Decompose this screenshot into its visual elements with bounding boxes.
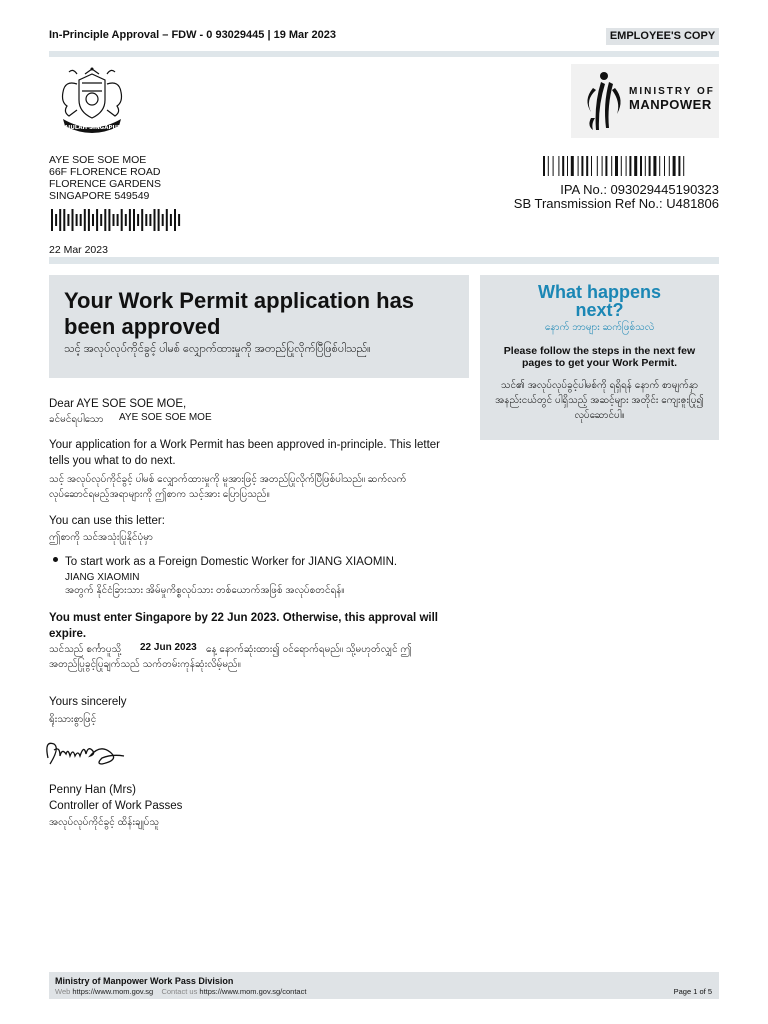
greeting-name: AYE SOE SOE MOE <box>119 412 212 423</box>
footer-contact-label: Contact us <box>161 987 198 996</box>
bullet-employer-name: JIANG XIAOMIN <box>65 572 140 583</box>
entry-deadline-date: 22 Jun 2023 <box>140 642 197 653</box>
signer-role-my: အလုပ်လုပ်ကိုင်ခွင့် ထိန်းချုပ်သူ <box>49 817 160 828</box>
mom-figure-icon <box>571 64 631 138</box>
intro-paragraph-my: သင့် အလုပ်လုပ်ကိုင်ခွင့် ပါမစ် လျှောက်ထားမှုကို မူအားဖြင့် အတည်ပြုလိုက်ပြီဖြစ်ပါသည်။ ဆက်လက် လုပ်ဆောင်ရမည့်အရာများကို ဤစာက သင့်အား ပြောပြသည်။ <box>49 474 407 500</box>
letter-date: 22 Mar 2023 <box>49 244 108 256</box>
approval-subtitle-my: သင့် အလုပ်လုပ်ကိုင်ခွင့် ပါမစ် လျှောက်ထားမှုကို အတည်ပြုလိုက်ပြီဖြစ်ပါသည်။ <box>64 343 371 355</box>
entry-deadline-my-pre: သင်သည် စင်္ကာပူသို့ <box>49 644 122 655</box>
reference-numbers <box>514 183 719 211</box>
mom-logo-line1: MINISTRY OF <box>629 86 715 97</box>
document-header-title: In-Principle Approval – FDW - 0 93029445 | 19 Mar 2023 <box>49 29 336 41</box>
address-line: 66F FLORENCE ROAD <box>49 166 161 178</box>
bullet-icon <box>53 557 58 562</box>
entry-deadline: You must enter Singapore by 22 Jun 2023. Otherwise, this approval will expire. <box>49 612 438 640</box>
footer-web-link[interactable]: https://www.mom.gov.sg <box>72 987 154 996</box>
employee-copy-badge: EMPLOYEE'S COPY <box>606 28 719 45</box>
footer-web-label: Web <box>55 987 71 996</box>
closing: Yours sincerely <box>49 696 127 708</box>
address-line: SINGAPORE 549549 <box>49 190 150 202</box>
recipient-address <box>49 154 161 202</box>
greeting-my: ခင်မင်ရပါသော <box>49 414 104 425</box>
mom-logo-line2: MANPOWER <box>629 97 712 112</box>
greeting: Dear AYE SOE SOE MOE, <box>49 398 187 410</box>
intro-paragraph: Your application for a Work Permit has been approved in-principle. This letter tells you what to do next. <box>49 439 440 467</box>
signer-name: Penny Han (Mrs) <box>49 784 136 796</box>
top-divider <box>49 51 719 57</box>
footer-links <box>55 987 306 996</box>
document-barcode <box>543 156 719 176</box>
use-heading: You can use this letter: <box>49 515 165 527</box>
singapore-crest-icon <box>49 66 135 136</box>
crest-motto: MAJULAH SINGAPURA <box>58 125 126 131</box>
bullet-item: To start work as a Foreign Domestic Worker for JIANG XIAOMIN. <box>65 556 398 568</box>
next-steps-subtitle-my: နောက် ဘာများ ဆက်ဖြစ်သလဲ <box>544 322 655 333</box>
page-number: Page 1 of 5 <box>673 987 712 996</box>
entry-deadline-my-post: နေ့ နောက်ဆုံးထား၍ ဝင်ရောက်ရမည်။ သို့မဟုတ်လျှင် ဤ <box>206 644 412 655</box>
mid-divider <box>49 257 719 264</box>
next-steps-title: What happens next? <box>537 282 661 320</box>
address-line: FLORENCE GARDENS <box>49 178 162 190</box>
next-steps-body-my: သင်၏ အလုပ်လုပ်ခွင့်ပါမစ်ကို ရရှိရန် နောက် စာမျက်နှာအနည်းငယ်တွင် ပါရှိသည့် အဆင့်များ အတိုင်း ကျေးဇူးပြု၍ လုပ်ဆောင်ပါ။ <box>495 380 704 421</box>
use-heading-my: ဤစာကို သင်အသုံးပြုနိုင်ပုံမှာ <box>49 532 154 543</box>
entry-deadline-my-cont: အတည်ပြုခွင့်ပြုချက်သည် သက်တမ်းကုန်ဆုံးလိမ့်မည်။ <box>49 659 241 670</box>
next-steps-body: Please follow the steps in the next few pages to get your Work Permit. <box>503 345 696 369</box>
closing-my: ရိုးသားစွာဖြင့် <box>49 714 97 725</box>
footer-contact-link[interactable]: https://www.mom.gov.sg/contact <box>199 987 307 996</box>
approval-title: Your Work Permit application has been approved <box>64 288 415 339</box>
footer-org: Ministry of Manpower Work Pass Division <box>55 976 234 986</box>
signature-icon <box>40 734 135 774</box>
signer-role: Controller of Work Passes <box>49 800 183 812</box>
bullet-item-my: အတွက် နိုင်ငံခြားသား အိမ်မှုကိစ္စလုပ်သား တစ်ယောက်အဖြစ် အလုပ်စတင်ရန်။ <box>65 585 345 596</box>
sb-transmission-ref: SB Transmission Ref No.: U481806 <box>513 196 719 211</box>
postal-barcode <box>49 209 183 231</box>
ipa-number: IPA No.: 093029445190323 <box>560 182 719 197</box>
address-line: AYE SOE SOE MOE <box>49 154 147 166</box>
